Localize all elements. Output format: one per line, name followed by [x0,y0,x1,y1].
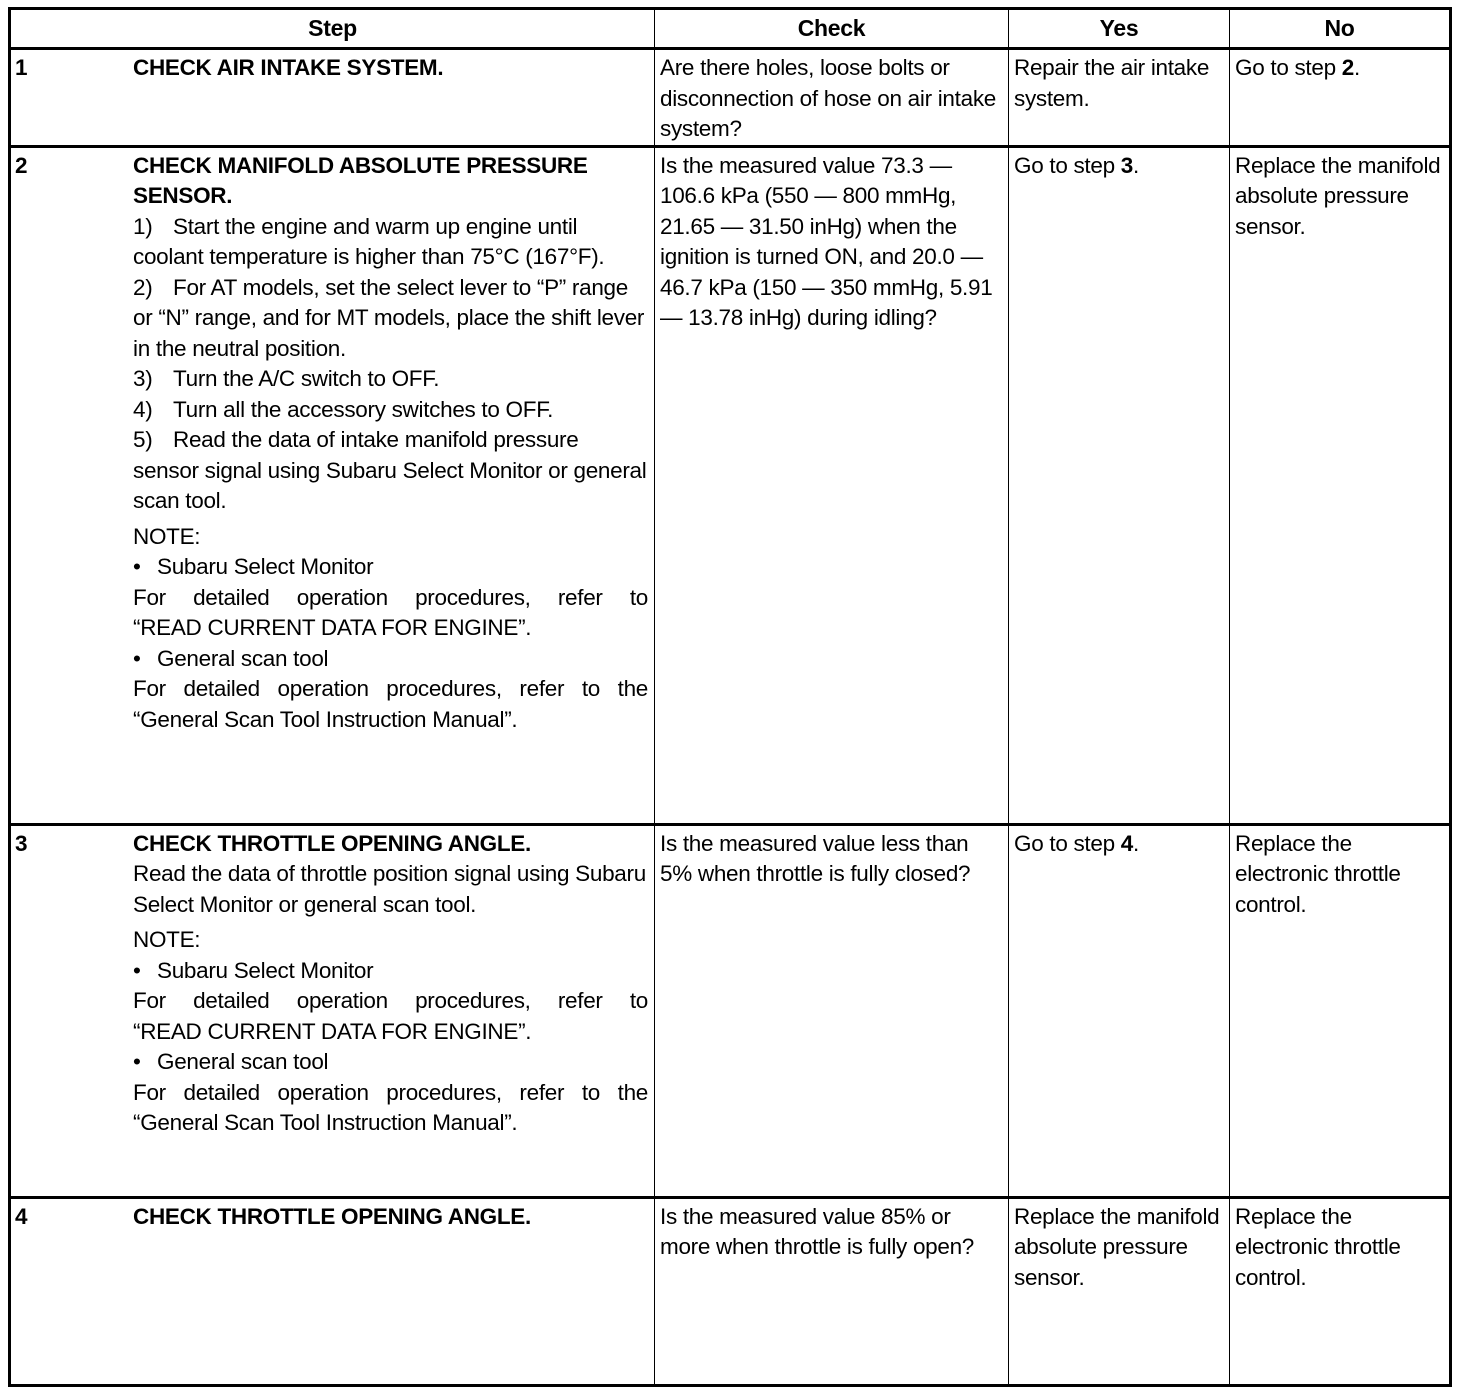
note-reference-line: “READ CURRENT DATA FOR ENGINE”. [133,615,532,640]
instruction-number: 3) [133,366,153,391]
instruction-item [133,273,648,365]
step-cell [10,49,655,147]
header-check: Check [655,9,1009,49]
no-text [1230,50,1449,84]
step-reference: 3 [1120,152,1133,178]
bullet-icon: • [133,957,141,983]
table-row [10,1197,1451,1385]
check-text: Is the measured value 85% or more when throttle is fully open? [660,1203,975,1259]
note-label: NOTE: [133,523,201,549]
instruction-text: For AT models, set the select lever to “P” range or “N” range, and for MT models, place the shift lever in the neutral position. [133,274,645,361]
bullet-icon: • [133,554,141,579]
note-reference-line: For detailed operation procedures, refer to [133,584,648,610]
no-cell [1230,824,1451,1197]
note-bullet [133,956,648,987]
yes-cell [1009,1197,1230,1385]
header-yes: Yes [1009,9,1230,49]
no-text-suffix: . [1353,55,1360,80]
note-bullet-text: General scan tool [157,1049,329,1074]
step-cell [10,1197,655,1385]
bullet-icon: • [133,645,141,671]
note-label: NOTE: [133,927,201,952]
table-row [10,49,1451,147]
yes-text: Repair the air intake system. [1014,55,1210,111]
bullet-icon: • [133,1049,141,1074]
instruction-number: 5) [133,427,153,452]
yes-text: Replace the manifold absolute pressure sensor. [1014,1203,1220,1290]
note-bullet [133,1047,648,1078]
header-step: Step [10,9,655,49]
table-header-row [10,9,1451,49]
header-no: No [1230,9,1451,49]
no-text: Replace the electronic throttle control. [1235,1203,1401,1290]
note-reference-line: For detailed operation procedures, refer to [133,988,648,1013]
note-bullet [133,644,648,675]
instruction-item [133,364,648,395]
instruction-number: 4) [133,396,153,422]
yes-text-prefix: Go to step [1014,152,1121,178]
check-cell [655,49,1009,147]
no-text-prefix: Go to step [1235,55,1342,80]
note-bullet-text: Subaru Select Monitor [157,957,374,983]
check-text: Is the measured value 73.3 — 106.6 kPa (550 — 800 mmHg, 21.65 — 31.50 inHg) when the ignition is turned ON, and 20.0 — 46.7 kPa (150 — 350 mmHg, 5.91 — 13.78 inHg) during idling? [660,152,993,330]
yes-cell [1009,824,1230,1197]
no-cell [1230,1197,1451,1385]
instruction-text: Read the data of intake manifold pressure sensor signal using Subaru Select Monitor or general scan tool. [133,427,647,513]
step-reference: 4 [1120,830,1133,856]
yes-text-suffix: . [1132,152,1139,178]
step-number: 1 [15,55,28,80]
no-text: Replace the manifold absolute pressure sensor. [1235,152,1441,239]
step-intro: Read the data of throttle position signal using Subaru Select Monitor or general scan tool. [133,861,646,917]
step-number: 3 [15,830,28,856]
diagnostic-table [8,7,1452,1387]
yes-cell [1009,146,1230,824]
step-title: CHECK MANIFOLD ABSOLUTE PRESSURE SENSOR. [133,152,588,208]
note-bullet [133,552,648,583]
yes-text [1009,148,1229,182]
note-reference-line: “General Scan Tool Instruction Manual”. [133,706,518,732]
table-row [10,146,1451,824]
note-reference-line: “READ CURRENT DATA FOR ENGINE”. [133,1018,532,1044]
check-cell [655,824,1009,1197]
instruction-number: 1) [133,213,153,239]
check-cell [655,1197,1009,1385]
step-number: 2 [15,152,28,178]
step-title: CHECK THROTTLE OPENING ANGLE. [133,1203,531,1229]
yes-text-prefix: Go to step [1014,830,1121,856]
step-cell [10,824,655,1197]
check-cell [655,146,1009,824]
yes-text-suffix: . [1132,830,1139,856]
check-text: Is the measured value less than 5% when throttle is fully closed? [660,830,971,886]
step-cell [10,146,655,824]
note-reference-line: For detailed operation procedures, refer to the [133,1079,648,1105]
instruction-item [133,425,648,517]
instruction-text: Turn all the accessory switches to OFF. [173,396,554,422]
yes-cell [1009,49,1230,147]
step-title: CHECK AIR INTAKE SYSTEM. [133,55,444,80]
note-bullet-text: Subaru Select Monitor [157,554,374,579]
step-number: 4 [15,1203,28,1229]
no-text: Replace the electronic throttle control. [1235,830,1401,917]
note-reference-line: For detailed operation procedures, refer to the [133,676,648,701]
note-bullet-text: General scan tool [157,645,329,671]
note-reference-line: “General Scan Tool Instruction Manual”. [133,1110,518,1135]
yes-text [1009,826,1229,860]
check-text: Are there holes, loose bolts or disconnection of hose on air intake system? [660,55,996,141]
step-title: CHECK THROTTLE OPENING ANGLE. [133,830,531,856]
instruction-item [133,212,648,273]
instruction-item [133,395,648,426]
instruction-number: 2) [133,274,153,300]
instruction-text: Turn the A/C switch to OFF. [173,366,440,391]
no-cell [1230,146,1451,824]
table-row [10,824,1451,1197]
no-cell [1230,49,1451,147]
step-reference: 2 [1341,55,1354,80]
instruction-text: Start the engine and warm up engine until coolant temperature is higher than 75°C (167°F). [133,213,605,269]
